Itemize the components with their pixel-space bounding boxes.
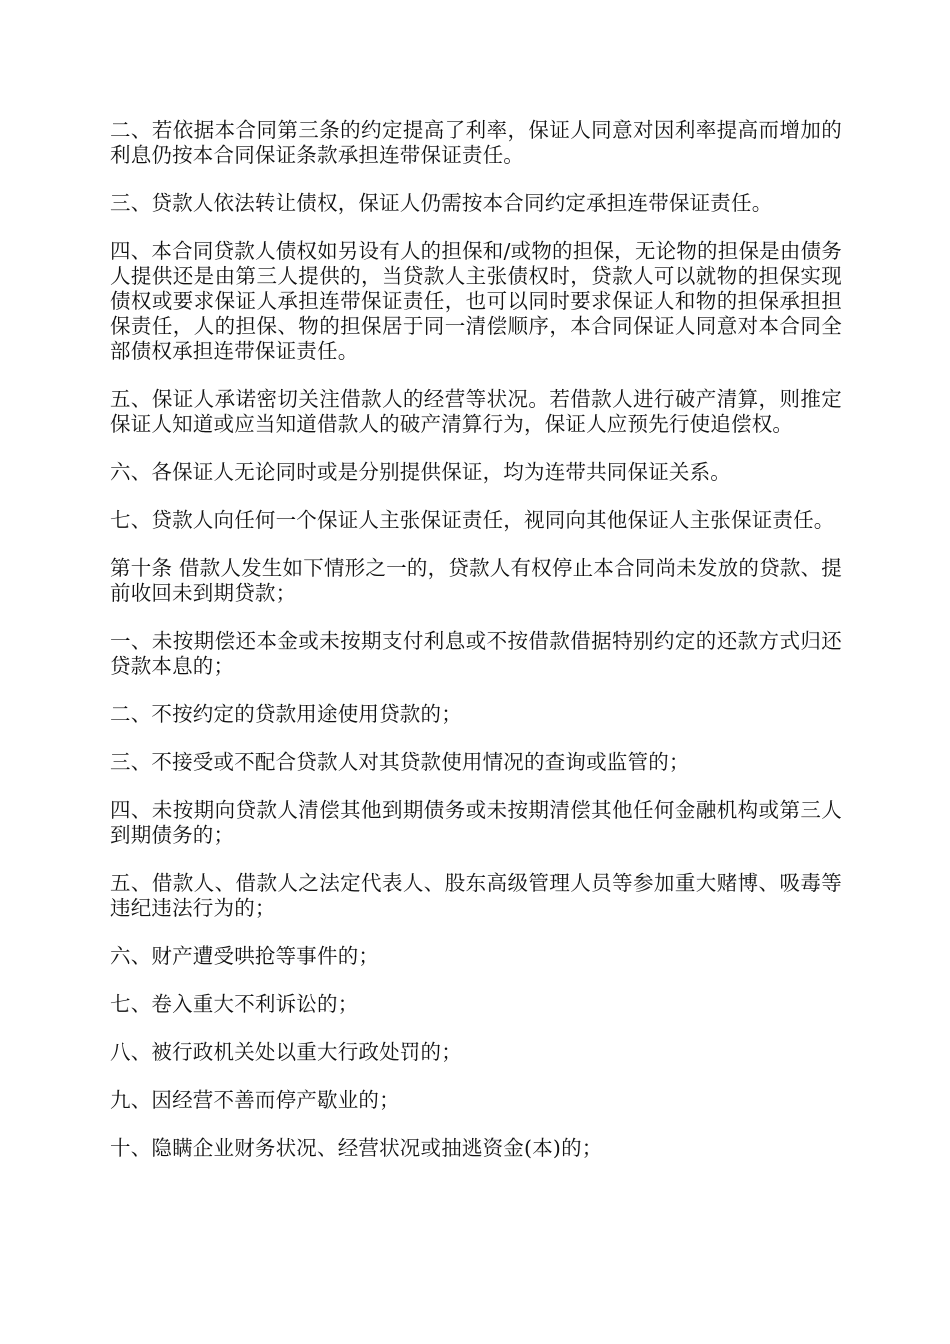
list-item-6: 六、财产遭受哄抢等事件的； <box>110 944 380 968</box>
list-item-2: 二、不按约定的贷款用途使用贷款的； <box>110 702 462 726</box>
paragraph-clause-7: 七、贷款人向任何一个保证人主张保证责任，视同向其他保证人主张保证责任。 <box>110 508 835 532</box>
paragraph-clause-4: 四、本合同贷款人债权如另设有人的担保和/或物的担保，无论物的担保是由债务人提供还是由第三人提供的，当贷款人主张债权时，贷款人可以就物的担保实现债权或要求保证人承担连带保证责任，也可以同时要求保证人和物的担保承担担保责任，人的担保、物的担保居于同一清偿顺序，本合同保证人同意对本合同全部债权承担连带保证责任。 <box>110 239 842 363</box>
paragraph-clause-5: 五、保证人承诺密切关注借款人的经营等状况。若借款人进行破产清算，则推定保证人知道或应当知道借款人的破产清算行为，保证人应预先行使追偿权。 <box>110 387 842 436</box>
list-item-3: 三、不接受或不配合贷款人对其贷款使用情况的查询或监管的； <box>110 750 690 774</box>
list-item-1: 一、未按期偿还本金或未按期支付利息或不按借款借据特别约定的还款方式归还贷款本息的； <box>110 629 842 678</box>
list-item-9: 九、因经营不善而停产歇业的； <box>110 1088 400 1112</box>
paragraph-clause-3: 三、贷款人依法转让债权，保证人仍需按本合同约定承担连带保证责任。 <box>110 191 773 215</box>
paragraph-clause-2: 二、若依据本合同第三条的约定提高了利率，保证人同意对因利率提高而增加的利息仍按本合同保证条款承担连带保证责任。 <box>110 118 842 167</box>
list-item-7: 七、卷入重大不利诉讼的； <box>110 992 359 1016</box>
paragraph-clause-6: 六、各保证人无论同时或是分别提供保证，均为连带共同保证关系。 <box>110 460 731 484</box>
list-item-4: 四、未按期向贷款人清偿其他到期债务或未按期清偿其他任何金融机构或第三人到期债务的； <box>110 798 842 847</box>
list-item-8: 八、被行政机关处以重大行政处罚的； <box>110 1040 462 1064</box>
paragraph-article-10: 第十条 借款人发生如下情形之一的，贷款人有权停止本合同尚未发放的贷款、提前收回未到期贷款； <box>110 556 842 605</box>
list-item-10: 十、隐瞒企业财务状况、经营状况或抽逃资金(本)的； <box>110 1136 603 1160</box>
document-body <box>110 118 842 1184</box>
list-item-5: 五、借款人、借款人之法定代表人、股东高级管理人员等参加重大赌博、吸毒等违纪违法行为的； <box>110 871 842 920</box>
